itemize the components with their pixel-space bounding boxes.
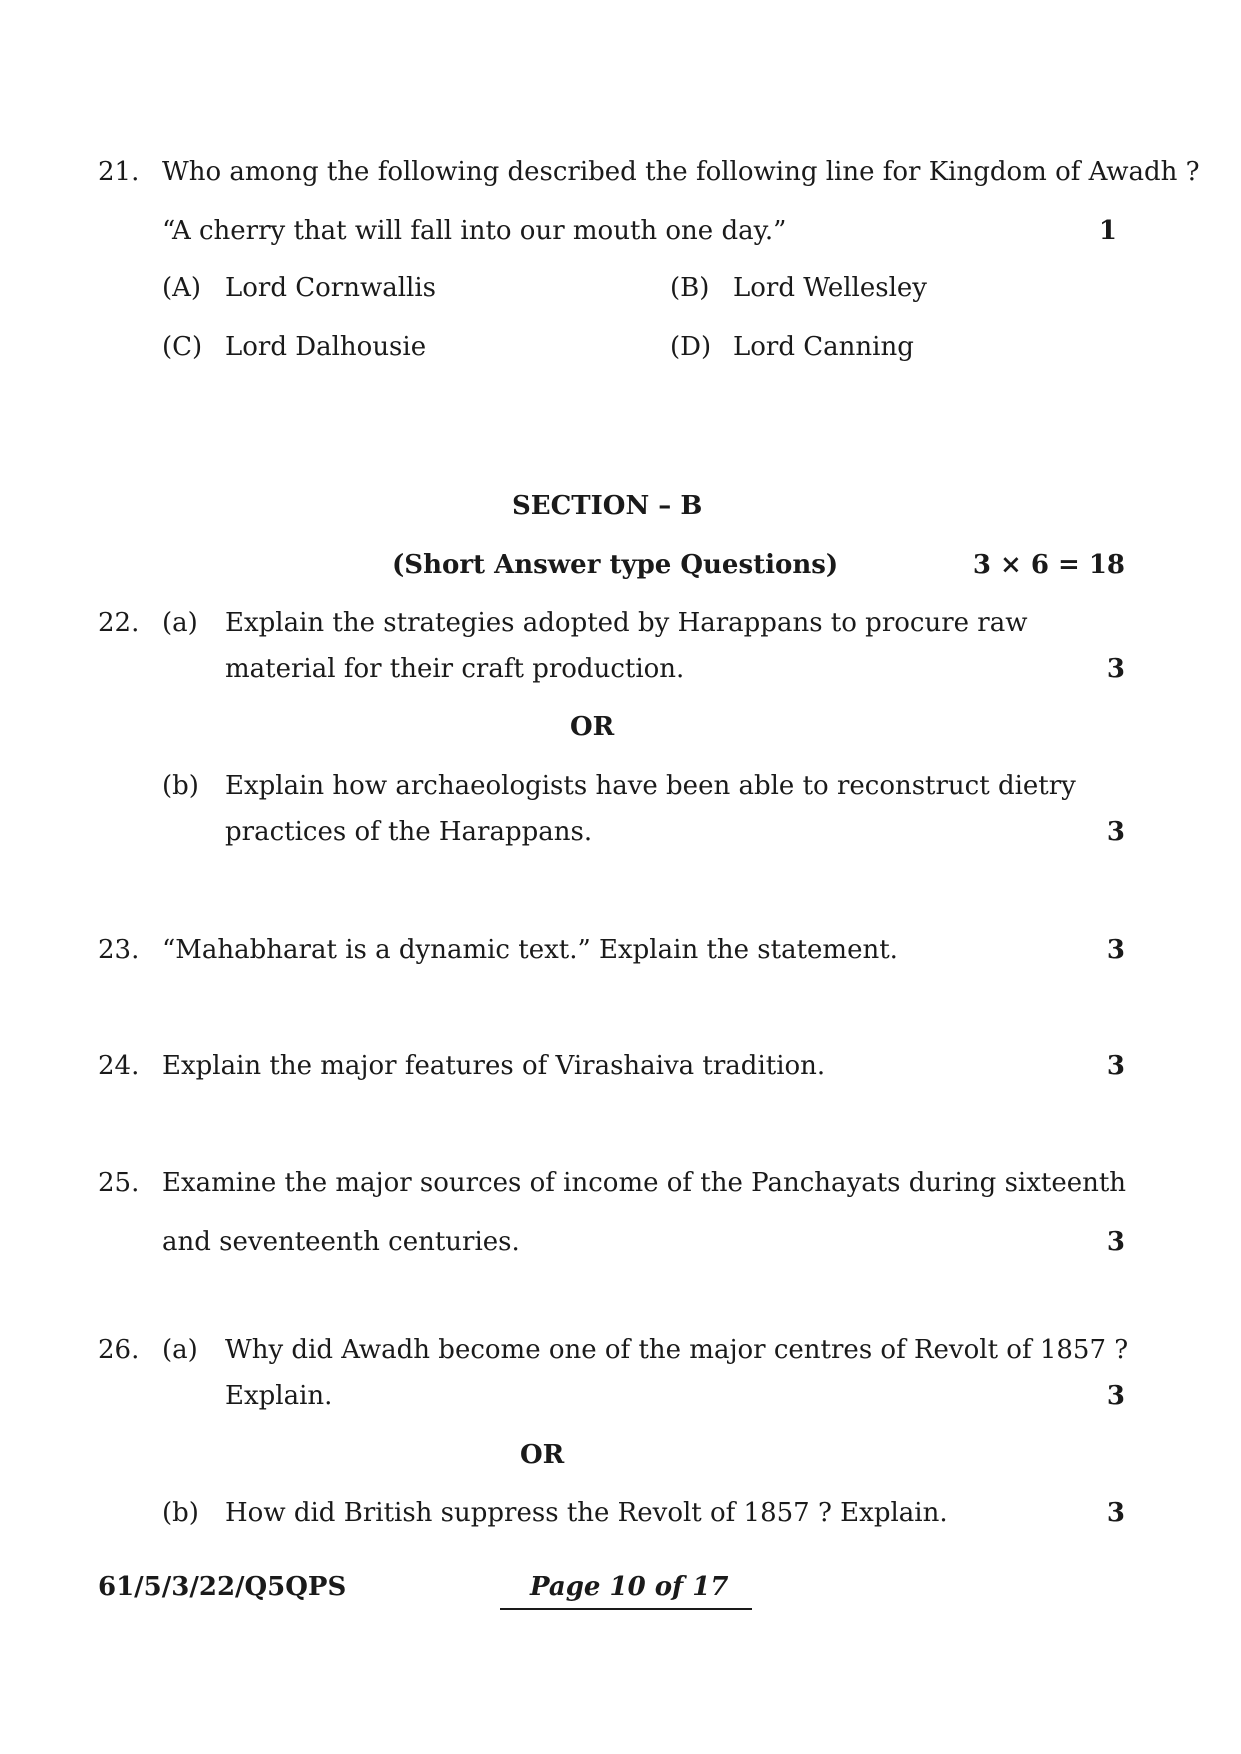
option-label: (A) — [162, 273, 202, 303]
paper-code: 61/5/3/22/Q5QPS — [98, 1572, 347, 1602]
question-text: Explain how archaeologists have been able to reconstruct dietry — [225, 771, 1076, 801]
section-subtitle: (Short Answer type Questions) — [392, 550, 839, 580]
page-number: Page 10 of 17 — [530, 1572, 729, 1602]
marks: 3 — [1106, 1381, 1125, 1411]
page-number-underline — [500, 1608, 752, 1610]
marks: 1 — [1098, 216, 1117, 246]
question-text: Who among the following described the following line for Kingdom of Awadh ? — [162, 157, 1200, 187]
option-text: Lord Dalhousie — [225, 332, 427, 362]
question-number: 21. — [98, 157, 140, 187]
question-number: 25. — [98, 1168, 140, 1198]
option-label: (B) — [670, 273, 710, 303]
marks: 3 — [1106, 654, 1125, 684]
sub-label: (a) — [162, 608, 198, 638]
question-number: 22. — [98, 608, 140, 638]
marks: 3 — [1106, 1227, 1125, 1257]
sub-label: (b) — [162, 1498, 199, 1528]
question-text: Explain. — [225, 1381, 333, 1411]
question-text: Why did Awadh become one of the major centres of Revolt of 1857 ? — [225, 1335, 1129, 1365]
marks: 3 — [1106, 1498, 1125, 1528]
section-title: SECTION – B — [512, 491, 703, 521]
or-divider: OR — [520, 1440, 565, 1470]
option-text: Lord Cornwallis — [225, 273, 437, 303]
question-number: 23. — [98, 935, 140, 965]
option-text: Lord Canning — [733, 332, 914, 362]
option-label: (D) — [670, 332, 712, 362]
option-text: Lord Wellesley — [733, 273, 927, 303]
question-number: 26. — [98, 1335, 140, 1365]
or-divider: OR — [570, 712, 615, 742]
question-text: How did British suppress the Revolt of 1857 ? Explain. — [225, 1498, 948, 1528]
question-text: Examine the major sources of income of the Panchayats during sixteenth — [162, 1168, 1127, 1198]
marks: 3 — [1106, 817, 1125, 847]
question-quote: “A cherry that will fall into our mouth one day.” — [162, 216, 787, 246]
question-text: material for their craft production. — [225, 654, 685, 684]
marks: 3 — [1106, 935, 1125, 965]
option-label: (C) — [162, 332, 203, 362]
question-text: and seventeenth centuries. — [162, 1227, 520, 1257]
question-text: Explain the strategies adopted by Harappans to procure raw — [225, 608, 1028, 638]
question-text: “Mahabharat is a dynamic text.” Explain the statement. — [162, 935, 898, 965]
question-number: 24. — [98, 1051, 140, 1081]
sub-label: (a) — [162, 1335, 198, 1365]
sub-label: (b) — [162, 771, 199, 801]
question-text: Explain the major features of Virashaiva tradition. — [162, 1051, 826, 1081]
marks: 3 — [1106, 1051, 1125, 1081]
question-text: practices of the Harappans. — [225, 817, 593, 847]
section-marks: 3 × 6 = 18 — [972, 550, 1125, 580]
